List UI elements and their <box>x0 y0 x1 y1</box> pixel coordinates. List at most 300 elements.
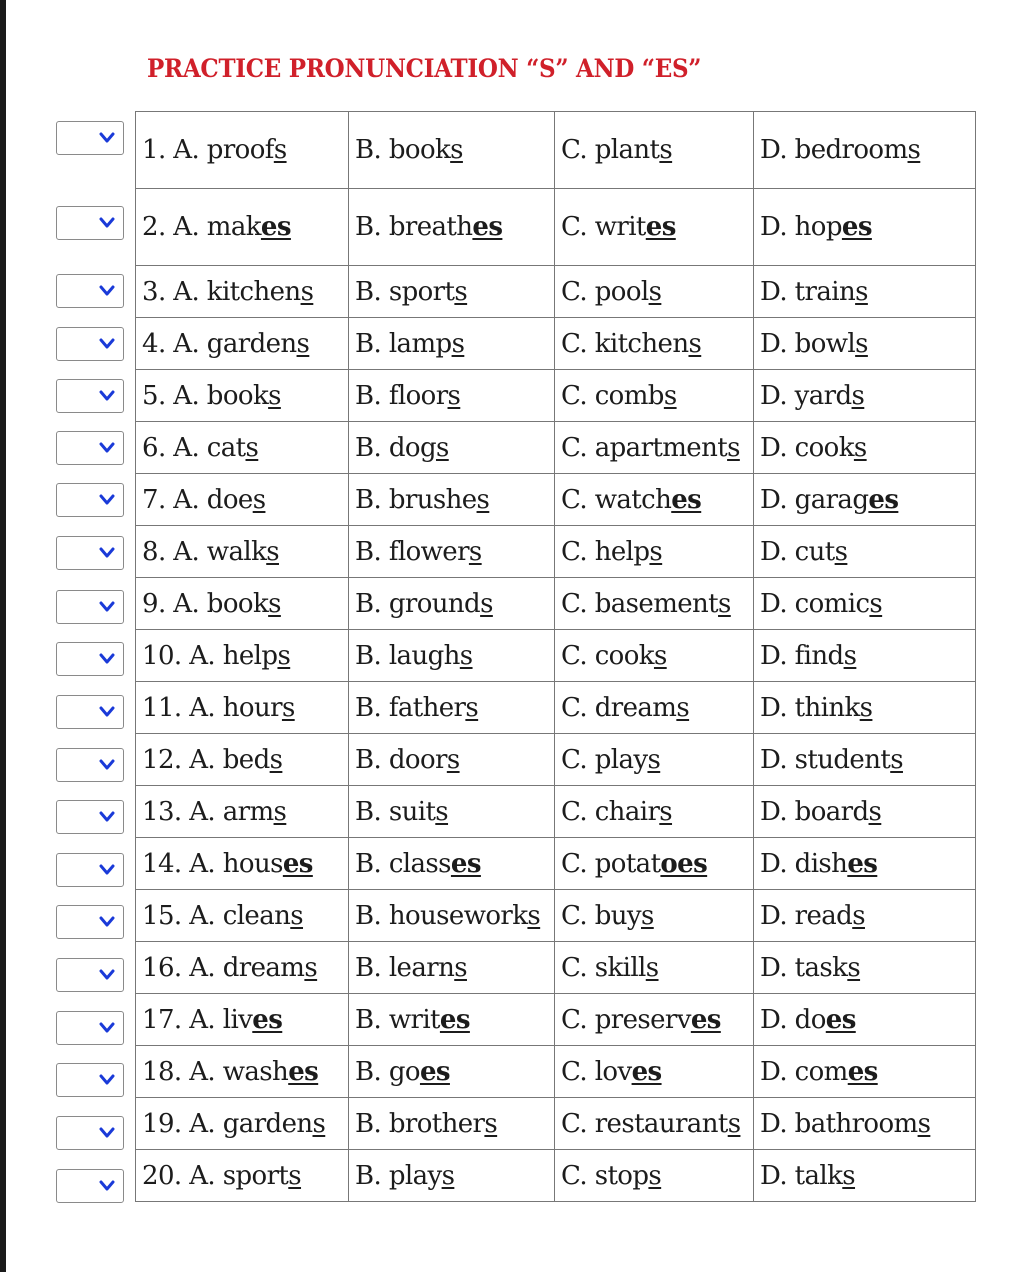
option-letter: D. <box>760 135 787 165</box>
option-word-suffix: s <box>663 380 677 411</box>
option-letter: C. <box>561 796 588 827</box>
option-word-suffix: es <box>847 848 878 879</box>
answer-select[interactable] <box>56 590 124 624</box>
option-word-stem: arm <box>222 796 274 827</box>
option-word-suffix: s <box>727 432 740 463</box>
option-word-stem: garden <box>206 328 297 359</box>
question-number: 11. <box>142 692 182 723</box>
answer-option <box>754 942 976 994</box>
answer-select[interactable] <box>56 536 124 570</box>
option-word-stem: breath <box>388 212 473 242</box>
option-letter: C. <box>561 135 588 165</box>
answer-select[interactable] <box>56 642 124 676</box>
option-word-suffix: s <box>288 1160 302 1191</box>
option-letter: D. <box>760 588 787 619</box>
option-word-suffix: s <box>847 952 861 983</box>
option-word-stem: bathroom <box>794 1108 918 1139</box>
answer-option <box>349 838 555 890</box>
option-word-suffix: s <box>304 952 318 983</box>
option-letter: A. <box>173 588 200 619</box>
option-word-suffix: s <box>296 328 310 359</box>
option-letter: D. <box>760 212 787 242</box>
answer-option <box>136 266 349 318</box>
question-row <box>136 682 976 734</box>
answer-option <box>555 994 754 1046</box>
option-word-suffix: s <box>484 1108 498 1139</box>
option-word-stem: laugh <box>388 640 460 671</box>
answer-option <box>555 1046 754 1098</box>
option-word-suffix: es <box>841 212 872 242</box>
option-word-stem: book <box>388 135 451 165</box>
option-word-suffix: s <box>454 952 467 983</box>
option-letter: B. <box>355 952 382 983</box>
option-word-suffix: es <box>439 1004 470 1035</box>
option-word-stem: wash <box>222 1056 289 1087</box>
option-word-stem: board <box>794 796 869 827</box>
chevron-down-icon <box>99 1022 115 1034</box>
option-word-stem: mak <box>206 212 261 242</box>
option-word-suffix: s <box>842 1160 856 1191</box>
option-word-suffix: s <box>266 536 279 567</box>
option-word-stem: doe <box>206 484 253 515</box>
option-word-stem: garden <box>222 1108 313 1139</box>
option-word-suffix: s <box>868 796 882 827</box>
option-word-suffix: s <box>268 380 281 411</box>
question-row <box>136 890 976 942</box>
option-word-suffix: s <box>727 1108 741 1139</box>
chevron-down-icon <box>99 494 115 506</box>
answer-option <box>754 1150 976 1202</box>
answer-option <box>136 422 349 474</box>
answer-option <box>754 318 976 370</box>
option-letter: D. <box>760 328 787 359</box>
question-row <box>136 112 976 189</box>
option-letter: B. <box>355 1056 382 1087</box>
option-letter: A. <box>173 380 200 411</box>
option-word-stem: help <box>594 536 650 567</box>
option-letter: B. <box>355 640 382 671</box>
answer-option <box>136 1098 349 1150</box>
option-letter: C. <box>561 212 588 242</box>
option-word-suffix: es <box>631 1056 662 1087</box>
option-word-stem: learn <box>388 952 455 983</box>
option-word-stem: find <box>794 640 844 671</box>
option-word-stem: hour <box>222 692 282 723</box>
option-word-stem: restaurant <box>594 1108 728 1139</box>
option-word-suffix: s <box>851 380 865 411</box>
answer-option <box>555 682 754 734</box>
answer-option <box>136 890 349 942</box>
option-word-stem: comb <box>594 380 664 411</box>
option-word-stem: skill <box>594 952 646 983</box>
option-word-stem: preserv <box>594 1004 691 1035</box>
question-row <box>136 189 976 266</box>
option-word-stem: lov <box>594 1056 632 1087</box>
option-word-suffix: es <box>419 1056 450 1087</box>
option-word-stem: book <box>206 380 269 411</box>
option-word-suffix: s <box>476 484 490 515</box>
option-letter: B. <box>355 328 382 359</box>
option-word-stem: bed <box>222 744 270 775</box>
option-letter: A. <box>189 1056 216 1087</box>
option-word-stem: dream <box>222 952 305 983</box>
option-word-suffix: s <box>834 536 848 567</box>
option-word-suffix: s <box>459 640 473 671</box>
answer-option <box>136 838 349 890</box>
question-row <box>136 422 976 474</box>
option-letter: A. <box>189 692 216 723</box>
answer-option <box>754 578 976 630</box>
option-word-suffix: s <box>648 276 662 307</box>
option-word-suffix: s <box>852 900 865 931</box>
answer-option <box>349 1150 555 1202</box>
answer-option <box>555 474 754 526</box>
answer-option <box>555 112 754 189</box>
answer-option <box>349 370 555 422</box>
option-letter: B. <box>355 848 382 879</box>
option-word-stem: cat <box>206 432 246 463</box>
answer-option <box>349 318 555 370</box>
option-letter: B. <box>355 1160 382 1191</box>
option-word-suffix: es <box>282 848 313 879</box>
option-word-stem: sport <box>388 276 455 307</box>
answer-select[interactable] <box>56 121 124 155</box>
option-letter: B. <box>355 588 382 619</box>
chevron-down-icon <box>99 285 115 297</box>
answer-select[interactable] <box>56 431 124 465</box>
answer-option <box>754 682 976 734</box>
question-number: 9. <box>142 588 166 619</box>
answer-option <box>754 370 976 422</box>
chevron-down-icon <box>99 390 115 402</box>
question-row <box>136 942 976 994</box>
answer-option <box>555 370 754 422</box>
option-letter: D. <box>760 1056 787 1087</box>
question-number: 15. <box>142 900 182 931</box>
option-letter: B. <box>355 796 382 827</box>
option-letter: C. <box>561 432 588 463</box>
option-letter: A. <box>189 1004 216 1035</box>
option-letter: C. <box>561 640 588 671</box>
question-row <box>136 994 976 1046</box>
option-word-stem: ground <box>388 588 481 619</box>
option-word-stem: plant <box>594 135 660 165</box>
chevron-down-icon <box>99 759 115 771</box>
answer-option <box>136 370 349 422</box>
answer-select[interactable] <box>56 1011 124 1045</box>
option-letter: C. <box>561 1160 588 1191</box>
option-letter: D. <box>760 432 787 463</box>
option-letter: B. <box>355 484 382 515</box>
option-word-suffix: s <box>451 328 465 359</box>
option-letter: C. <box>561 536 588 567</box>
option-word-suffix: s <box>252 484 266 515</box>
option-letter: C. <box>561 276 588 307</box>
question-row <box>136 1150 976 1202</box>
answer-select[interactable] <box>56 853 124 887</box>
question-number: 17. <box>142 1004 182 1035</box>
answer-option <box>555 890 754 942</box>
option-word-suffix: es <box>645 212 676 242</box>
option-letter: C. <box>561 1004 588 1035</box>
option-word-suffix: s <box>641 900 654 931</box>
option-word-suffix: es <box>868 484 899 515</box>
answer-select[interactable] <box>56 379 124 413</box>
chevron-down-icon <box>99 338 115 350</box>
option-word-stem: potat <box>594 848 661 879</box>
option-word-suffix: es <box>690 1004 721 1035</box>
chevron-down-icon <box>99 811 115 823</box>
option-word-suffix: s <box>300 276 314 307</box>
option-word-stem: sport <box>222 1160 289 1191</box>
option-word-stem: kitchen <box>594 328 689 359</box>
option-word-suffix: s <box>290 900 304 931</box>
option-letter: B. <box>355 692 382 723</box>
option-letter: A. <box>189 640 216 671</box>
option-word-stem: stop <box>594 1160 649 1191</box>
option-word-suffix: s <box>843 640 857 671</box>
option-word-suffix: s <box>917 1108 931 1139</box>
option-word-suffix: s <box>268 588 281 619</box>
option-word-stem: basement <box>594 588 719 619</box>
option-letter: B. <box>355 900 382 931</box>
answer-option <box>136 994 349 1046</box>
answer-option <box>754 526 976 578</box>
option-word-suffix: s <box>480 588 493 619</box>
answer-option <box>754 1098 976 1150</box>
option-word-suffix: s <box>645 952 659 983</box>
question-row <box>136 734 976 786</box>
answer-option <box>754 786 976 838</box>
option-word-stem: father <box>388 692 466 723</box>
answer-option <box>349 112 555 189</box>
question-number: 8. <box>142 536 166 567</box>
chevron-down-icon <box>99 864 115 876</box>
answer-select[interactable] <box>56 800 124 834</box>
option-letter: C. <box>561 484 588 515</box>
answer-option <box>136 112 349 189</box>
option-letter: B. <box>355 276 382 307</box>
question-number: 2. <box>142 212 166 242</box>
answer-option <box>136 682 349 734</box>
option-letter: B. <box>355 536 382 567</box>
left-border <box>0 0 6 1272</box>
question-row <box>136 838 976 890</box>
option-word-suffix: s <box>446 744 460 775</box>
option-word-stem: book <box>206 588 269 619</box>
option-word-stem: hop <box>794 212 842 242</box>
answer-option <box>349 682 555 734</box>
option-letter: C. <box>561 328 588 359</box>
answer-option <box>555 630 754 682</box>
option-word-suffix: s <box>659 796 673 827</box>
option-word-stem: play <box>594 744 648 775</box>
option-letter: D. <box>760 1108 787 1139</box>
option-word-suffix: s <box>653 640 667 671</box>
option-word-stem: play <box>388 1160 442 1191</box>
answer-option <box>754 189 976 266</box>
answer-option <box>349 890 555 942</box>
answer-option <box>349 734 555 786</box>
option-letter: A. <box>173 212 200 242</box>
option-word-stem: student <box>794 744 891 775</box>
answer-option <box>555 526 754 578</box>
answer-select[interactable] <box>56 1063 124 1097</box>
chevron-down-icon <box>99 1074 115 1086</box>
option-word-suffix: s <box>907 135 921 165</box>
answer-select[interactable] <box>56 958 124 992</box>
chevron-down-icon <box>99 653 115 665</box>
answer-option <box>349 630 555 682</box>
option-letter: D. <box>760 692 787 723</box>
answer-select[interactable] <box>56 327 124 361</box>
answer-select[interactable] <box>56 905 124 939</box>
answer-option <box>555 838 754 890</box>
option-letter: C. <box>561 1108 588 1139</box>
option-word-stem: brushe <box>388 484 477 515</box>
option-letter: A. <box>189 744 216 775</box>
answer-option <box>349 189 555 266</box>
chevron-down-icon <box>99 442 115 454</box>
question-number: 6. <box>142 432 166 463</box>
option-letter: D. <box>760 1160 787 1191</box>
option-letter: A. <box>189 796 216 827</box>
option-word-stem: dog <box>388 432 436 463</box>
option-letter: D. <box>760 640 787 671</box>
option-word-suffix: es <box>260 212 291 242</box>
option-word-suffix: s <box>869 588 883 619</box>
option-word-suffix: s <box>853 432 867 463</box>
option-word-suffix: s <box>676 692 690 723</box>
option-word-suffix: es <box>671 484 702 515</box>
answer-option <box>136 1150 349 1202</box>
question-row <box>136 370 976 422</box>
option-word-suffix: oes <box>660 848 708 879</box>
option-letter: C. <box>561 588 588 619</box>
option-word-suffix: s <box>277 640 291 671</box>
answer-option <box>349 1046 555 1098</box>
chevron-down-icon <box>99 601 115 613</box>
option-letter: D. <box>760 900 787 931</box>
question-number: 16. <box>142 952 182 983</box>
chevron-down-icon <box>99 969 115 981</box>
option-word-suffix: s <box>468 536 482 567</box>
answer-select[interactable] <box>56 274 124 308</box>
option-letter: C. <box>561 952 588 983</box>
option-word-suffix: s <box>647 744 661 775</box>
option-word-stem: hous <box>222 848 283 879</box>
answer-option <box>555 734 754 786</box>
option-word-suffix: s <box>465 692 479 723</box>
question-row <box>136 526 976 578</box>
option-word-suffix: s <box>312 1108 326 1139</box>
question-row <box>136 266 976 318</box>
option-word-suffix: s <box>890 744 903 775</box>
option-letter: A. <box>189 1108 216 1139</box>
option-word-suffix: s <box>245 432 259 463</box>
option-letter: C. <box>561 900 588 931</box>
option-word-suffix: s <box>450 135 463 165</box>
answer-option <box>754 112 976 189</box>
option-letter: D. <box>760 276 787 307</box>
option-word-stem: cook <box>794 432 854 463</box>
option-letter: D. <box>760 952 787 983</box>
option-word-stem: apartment <box>594 432 728 463</box>
option-word-suffix: s <box>718 588 731 619</box>
question-row <box>136 786 976 838</box>
option-word-suffix: es <box>450 848 481 879</box>
question-table <box>135 111 976 1202</box>
option-letter: D. <box>760 848 787 879</box>
answer-option <box>555 189 754 266</box>
option-letter: D. <box>760 1004 787 1035</box>
option-word-stem: com <box>794 1056 848 1087</box>
option-word-stem: go <box>388 1056 420 1087</box>
option-word-suffix: es <box>825 1004 856 1035</box>
option-word-stem: read <box>794 900 853 931</box>
answer-select[interactable] <box>56 1116 124 1150</box>
option-word-suffix: s <box>859 692 873 723</box>
answer-option <box>349 994 555 1046</box>
answer-select[interactable] <box>56 748 124 782</box>
answer-option <box>555 786 754 838</box>
chevron-down-icon <box>99 132 115 144</box>
option-word-suffix: s <box>659 135 673 165</box>
option-word-suffix: s <box>527 900 541 931</box>
option-word-suffix: s <box>281 692 295 723</box>
question-number: 20. <box>142 1160 182 1191</box>
chevron-down-icon <box>99 1127 115 1139</box>
answer-select[interactable] <box>56 695 124 729</box>
answer-option <box>136 630 349 682</box>
answer-select[interactable] <box>56 1169 124 1203</box>
option-word-suffix: s <box>435 796 449 827</box>
option-word-stem: do <box>794 1004 826 1035</box>
answer-option <box>349 422 555 474</box>
option-word-stem: bowl <box>794 328 856 359</box>
option-word-stem: housework <box>388 900 528 931</box>
option-word-stem: pool <box>594 276 649 307</box>
option-letter: D. <box>760 536 787 567</box>
option-word-stem: think <box>794 692 860 723</box>
option-letter: A. <box>173 432 200 463</box>
answer-select[interactable] <box>56 206 124 240</box>
answer-option <box>555 318 754 370</box>
option-word-stem: comic <box>794 588 870 619</box>
option-letter: B. <box>355 212 382 242</box>
option-letter: C. <box>561 380 588 411</box>
answer-option <box>754 266 976 318</box>
answer-option <box>136 318 349 370</box>
option-word-stem: writ <box>388 1004 440 1035</box>
answer-option <box>136 942 349 994</box>
chevron-down-icon <box>99 217 115 229</box>
option-word-stem: lamp <box>388 328 452 359</box>
option-word-suffix: s <box>269 744 283 775</box>
option-word-suffix: s <box>855 328 868 359</box>
option-word-suffix: s <box>447 380 461 411</box>
option-letter: D. <box>760 796 787 827</box>
answer-select[interactable] <box>56 483 124 517</box>
option-letter: A. <box>189 848 216 879</box>
option-letter: A. <box>189 900 216 931</box>
option-letter: C. <box>561 1056 588 1087</box>
option-word-stem: task <box>794 952 848 983</box>
option-word-suffix: es <box>847 1056 878 1087</box>
option-letter: A. <box>189 1160 216 1191</box>
option-word-stem: chair <box>594 796 660 827</box>
option-letter: D. <box>760 380 787 411</box>
